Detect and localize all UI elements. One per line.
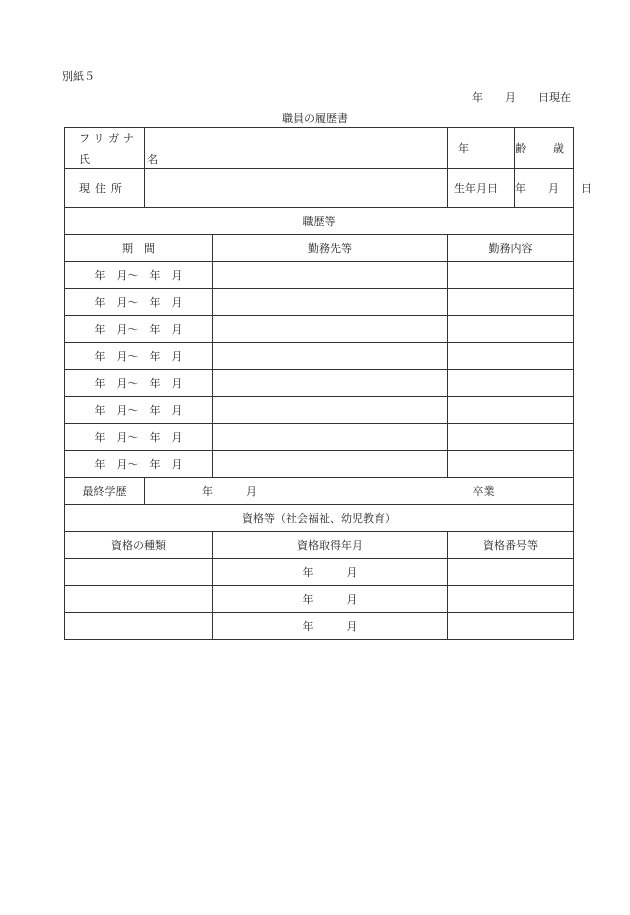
qualification-date-cell[interactable]: 年 月	[213, 586, 448, 613]
address-row	[65, 169, 574, 208]
qualification-row	[65, 613, 574, 640]
career-header-row	[65, 235, 574, 262]
career-row	[65, 289, 574, 316]
qualification-number-cell[interactable]	[448, 613, 574, 640]
career-header-employer: 勤務先等	[213, 235, 448, 262]
qualifications-section-row	[65, 505, 574, 532]
education-label: 最終学歴	[65, 478, 145, 505]
career-duties-cell[interactable]	[448, 343, 574, 370]
name-label: 氏 名	[79, 153, 182, 166]
career-employer-cell[interactable]	[213, 370, 448, 397]
career-employer-cell[interactable]	[213, 262, 448, 289]
career-period-cell[interactable]: 年 月～ 年 月	[65, 451, 213, 478]
age-label: 年 齢	[448, 128, 515, 169]
career-period-cell[interactable]: 年 月～ 年 月	[65, 316, 213, 343]
qualifications-header-type: 資格の種類	[65, 532, 213, 559]
qualification-date-cell[interactable]: 年 月	[213, 613, 448, 640]
career-section-title: 職歴等	[65, 208, 574, 235]
career-period-cell[interactable]: 年 月～ 年 月	[65, 262, 213, 289]
address-label: 現住所	[65, 169, 145, 208]
education-input-cell[interactable]	[145, 478, 574, 505]
career-duties-cell[interactable]	[448, 262, 574, 289]
birthdate-label: 生年月日	[448, 169, 515, 208]
career-header-duties: 勤務内容	[448, 235, 574, 262]
career-row	[65, 397, 574, 424]
appendix-label: 別紙５	[62, 70, 95, 83]
qualifications-header-number: 資格番号等	[448, 532, 574, 559]
career-employer-cell[interactable]	[213, 289, 448, 316]
qualifications-section-title: 資格等（社会福祉、幼児教育）	[65, 505, 574, 532]
birthdate-value: 年 月 日	[515, 182, 593, 195]
education-date: 年 月	[202, 485, 257, 498]
career-row	[65, 262, 574, 289]
career-duties-cell[interactable]	[448, 451, 574, 478]
as-of-date: 年 月 日現在	[472, 91, 571, 104]
career-row	[65, 343, 574, 370]
career-row	[65, 370, 574, 397]
qualification-type-cell[interactable]	[65, 613, 213, 640]
name-label-cell	[65, 128, 182, 169]
career-duties-cell[interactable]	[448, 424, 574, 451]
form-title: 職員の履歴書	[282, 112, 348, 125]
qualification-row	[65, 559, 574, 586]
career-period-cell[interactable]: 年 月～ 年 月	[65, 289, 213, 316]
qualifications-header-row	[65, 532, 574, 559]
career-employer-cell[interactable]	[213, 316, 448, 343]
career-period-cell[interactable]: 年 月～ 年 月	[65, 370, 213, 397]
career-duties-cell[interactable]	[448, 370, 574, 397]
resume-table-body	[64, 127, 593, 640]
career-period-cell[interactable]: 年 月～ 年 月	[65, 397, 213, 424]
career-row	[65, 451, 574, 478]
age-unit: 歳	[553, 142, 565, 155]
furigana-label: フリガナ	[79, 132, 138, 145]
birthdate-input-cell[interactable]	[515, 169, 593, 208]
career-employer-cell[interactable]	[213, 343, 448, 370]
career-row	[65, 424, 574, 451]
career-period-cell[interactable]: 年 月～ 年 月	[65, 424, 213, 451]
career-employer-cell[interactable]	[213, 424, 448, 451]
qualification-type-cell[interactable]	[65, 586, 213, 613]
career-employer-cell[interactable]	[213, 397, 448, 424]
name-input-cell[interactable]	[145, 128, 448, 169]
qualification-number-cell[interactable]	[448, 559, 574, 586]
career-row	[65, 316, 574, 343]
education-graduation: 卒業	[472, 485, 495, 498]
qualification-row	[65, 586, 574, 613]
career-duties-cell[interactable]	[448, 397, 574, 424]
career-section-row	[65, 208, 574, 235]
career-header-period: 期 間	[65, 235, 213, 262]
career-employer-cell[interactable]	[213, 451, 448, 478]
address-input-cell[interactable]	[145, 169, 448, 208]
qualification-type-cell[interactable]	[65, 559, 213, 586]
name-row	[65, 128, 574, 169]
qualification-date-cell[interactable]: 年 月	[213, 559, 448, 586]
education-row	[65, 478, 574, 505]
career-duties-cell[interactable]	[448, 316, 574, 343]
career-period-cell[interactable]: 年 月～ 年 月	[65, 343, 213, 370]
career-duties-cell[interactable]	[448, 289, 574, 316]
qualifications-header-date: 資格取得年月	[213, 532, 448, 559]
qualification-number-cell[interactable]	[448, 586, 574, 613]
